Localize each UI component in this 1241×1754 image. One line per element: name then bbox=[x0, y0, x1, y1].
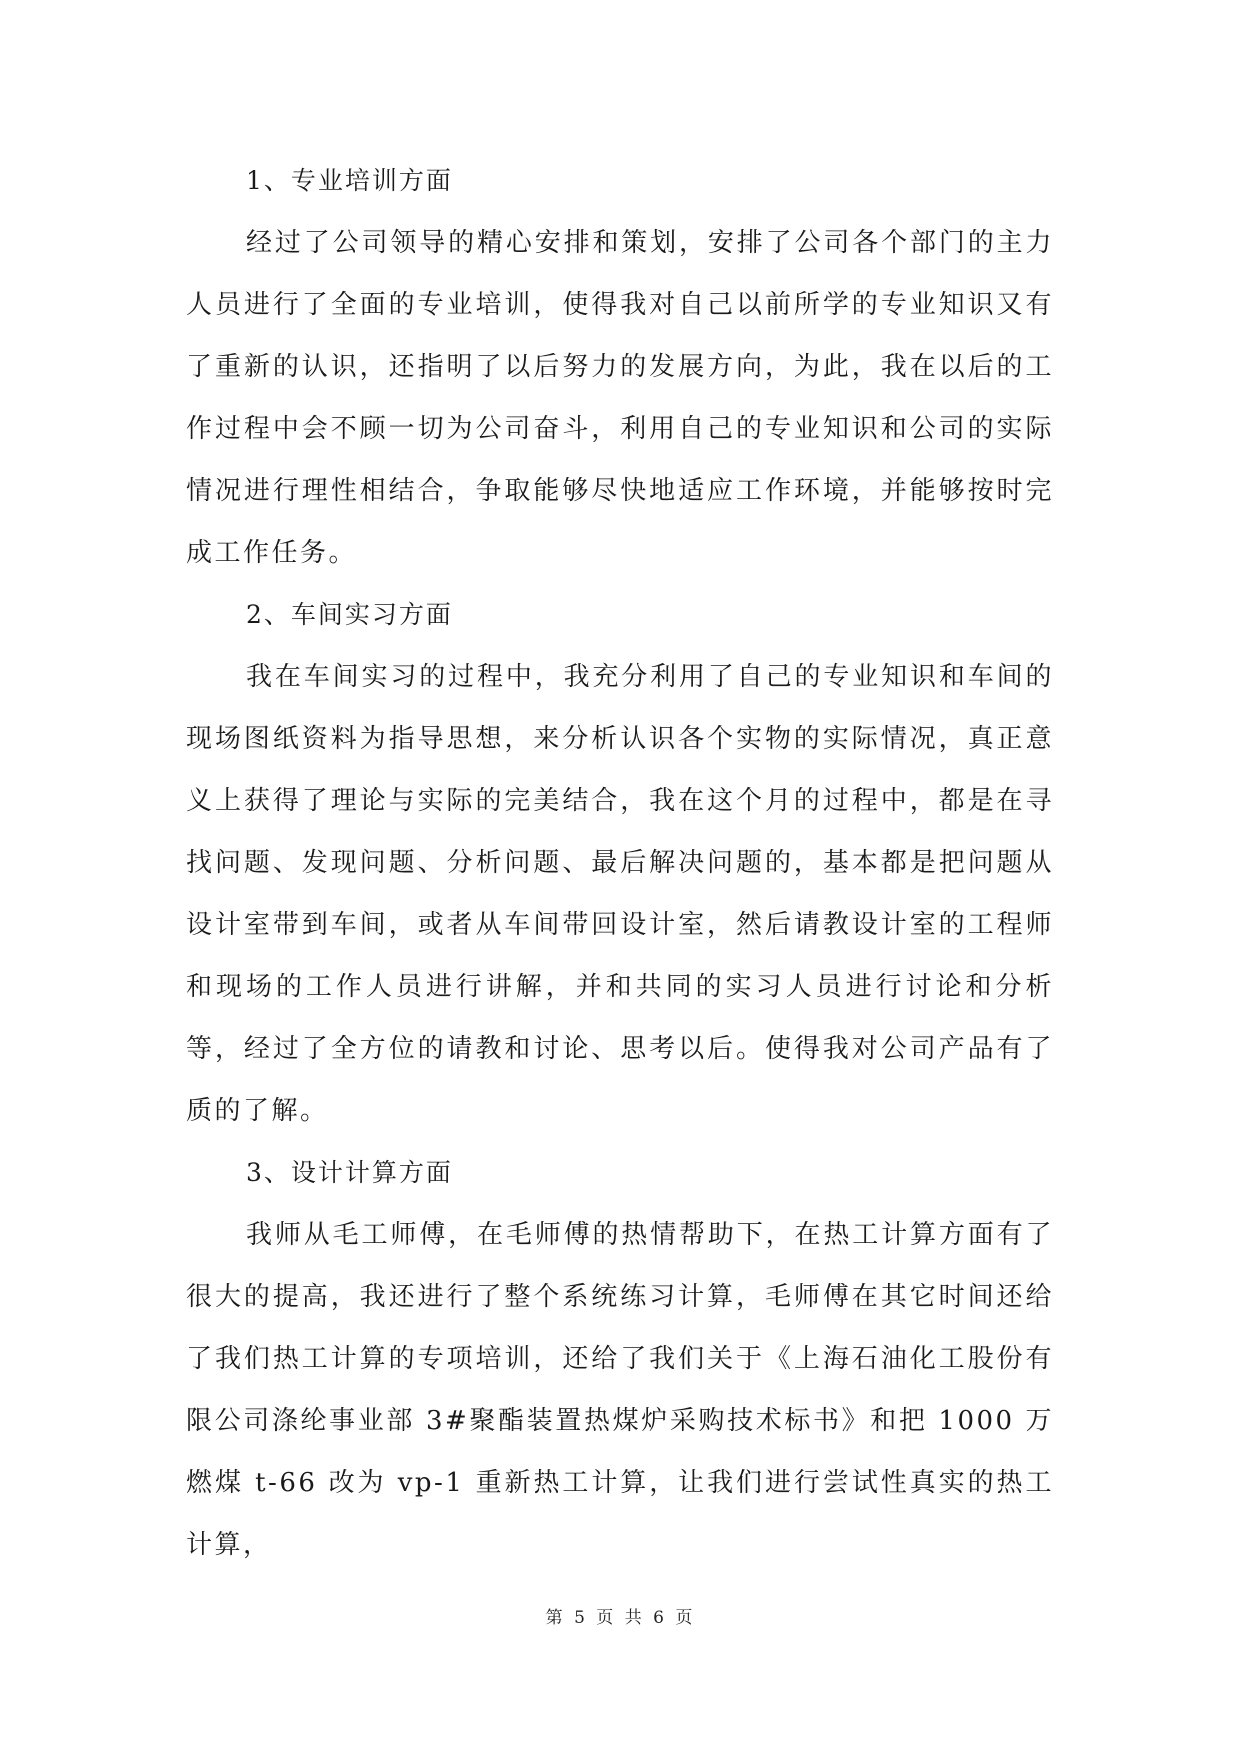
section-heading: 2、车间实习方面 bbox=[246, 600, 453, 629]
section-heading: 3、设计计算方面 bbox=[246, 1158, 453, 1187]
section-paragraph: 我师从毛工师傅，在毛师傅的热情帮助下，在热工计算方面有了很大的提高，我还进行了整个系统练习计算，毛师傅在其它时间还给了我们热工计算的专项培训，还给了我们关于《上海石油化工股份有限公司涤纶事业部 3#聚酯装置热煤炉采购技术标书》和把 1000 万燃煤 t-66 改为 vp-1 重新热工计算，让我们进行尝试性真实的热工计算， bbox=[186, 1220, 1054, 1560]
section-heading: 1、专业培训方面 bbox=[246, 166, 453, 195]
section-paragraph: 经过了公司领导的精心安排和策划，安排了公司各个部门的主力人员进行了全面的专业培训，使得我对自己以前所学的专业知识又有了重新的认识，还指明了以后努力的发展方向，为此，我在以后的工作过程中会不顾一切为公司奋斗，利用自己的专业知识和公司的实际情况进行理性相结合，争取能够尽快地适应工作环境，并能够按时完成工作任务。 bbox=[186, 228, 1054, 568]
page-number-footer: 第 5 页 共 6 页 bbox=[545, 1608, 696, 1628]
document-body bbox=[186, 150, 1054, 1576]
section-paragraph: 我在车间实习的过程中，我充分利用了自己的专业知识和车间的现场图纸资料为指导思想，来分析认识各个实物的实际情况，真正意义上获得了理论与实际的完美结合，我在这个月的过程中，都是在寻找问题、发现问题、分析问题、最后解决问题的，基本都是把问题从设计室带到车间，或者从车间带回设计室，然后请教设计室的工程师和现场的工作人员进行讲解，并和共同的实习人员进行讨论和分析等，经过了全方位的请教和讨论、思考以后。使得我对公司产品有了质的了解。 bbox=[186, 662, 1054, 1126]
